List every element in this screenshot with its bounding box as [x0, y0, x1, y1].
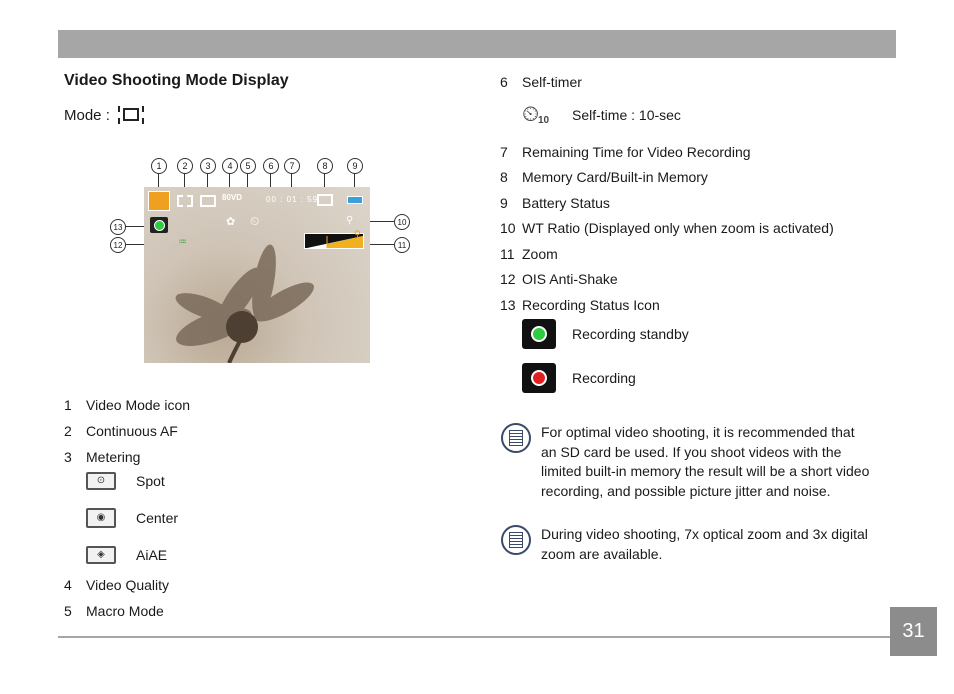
memo-icon — [501, 525, 531, 555]
video-mode-osd-icon — [148, 191, 170, 211]
callout-9: 9 — [347, 158, 363, 174]
list-item: 5 Macro Mode — [64, 603, 164, 619]
right-list — [500, 139, 834, 318]
list-item: 8 Memory Card/Built-in Memory — [500, 169, 708, 186]
list-item: 2 Continuous AF — [64, 423, 178, 439]
list-item: 9 Battery Status — [500, 194, 610, 211]
recording-status-osd-icon — [150, 217, 168, 233]
metering-spot-row: ⊙ Spot — [86, 472, 165, 490]
continuous-af-icon — [177, 195, 193, 207]
remaining-time-readout: 00 : 01 : 59 — [266, 195, 319, 204]
callout-3: 3 — [200, 158, 216, 174]
callout-10: 10 — [394, 214, 410, 230]
metering-center-row: ◉ Center — [86, 508, 178, 528]
left-list-2 — [64, 572, 169, 624]
callout-8: 8 — [317, 158, 333, 174]
list-item: 3 Metering — [64, 449, 141, 465]
list-item: 1 Video Mode icon — [64, 397, 191, 413]
left-list-1 — [64, 392, 190, 470]
callout-12: 12 — [110, 237, 126, 253]
recording-active-icon — [522, 363, 556, 393]
callout-4: 4 — [222, 158, 238, 174]
lcd-preview — [144, 187, 370, 363]
list-item: 6 Self-timer — [500, 74, 582, 90]
self-timer-10-icon: ⏲ 10 — [522, 101, 550, 126]
video-mode-icon — [118, 106, 146, 124]
callout-5: 5 — [240, 158, 256, 174]
aiae-metering-icon: ◈ — [86, 546, 116, 564]
right-item-6 — [500, 72, 582, 92]
recording-standby-icon — [522, 319, 556, 349]
callout-1: 1 — [151, 158, 167, 174]
footer-rule — [58, 636, 890, 638]
note-zoom — [501, 525, 868, 564]
callout-7: 7 — [284, 158, 300, 174]
callout-6: 6 — [263, 158, 279, 174]
list-item: 7 Remaining Time for Video Recording — [500, 143, 751, 160]
wt-ratio-icon: ⚲ — [346, 215, 354, 226]
battery-icon — [347, 196, 363, 204]
video-quality-icon: 80VD — [222, 193, 243, 202]
self-timer-row — [522, 101, 681, 129]
memo-icon — [501, 423, 531, 453]
self-timer-label: Self-time : 10-sec — [572, 107, 681, 123]
list-item: 12 OIS Anti-Shake — [500, 271, 618, 288]
metering-osd-icon — [200, 195, 216, 207]
note-text: During video shooting, 7x optical zoom and 3x digital zoom are available. — [541, 526, 868, 562]
spot-metering-icon: ⊙ — [86, 472, 116, 490]
note-optimal-shooting — [501, 423, 869, 501]
metering-aiae-row: ◈ AiAE — [86, 546, 167, 564]
ois-icon: ♒ — [178, 237, 187, 248]
camera-screen-diagram — [108, 155, 418, 367]
callout-11: 11 — [394, 237, 410, 253]
mode-label: Mode : — [64, 106, 110, 124]
callout-2: 2 — [177, 158, 193, 174]
list-item: 11 Zoom — [500, 245, 558, 262]
macro-icon: ✿ — [226, 216, 236, 228]
page-number: 31 — [890, 607, 937, 656]
header-bar — [58, 30, 896, 58]
list-item: 10 WT Ratio (Displayed only when zoom is activated) — [500, 220, 834, 237]
list-item: 13 Recording Status Icon — [500, 296, 660, 313]
recording-standby-row: Recording standby — [522, 319, 689, 349]
note-text: For optimal video shooting, it is recommended that an SD card be used. If you shoot videos with the limited built-in memory the result will be a short video recording, and possible picture jitter and noise. — [541, 424, 870, 499]
self-timer-osd-icon: ⏲ — [250, 214, 260, 228]
memory-card-icon — [317, 194, 333, 206]
section-heading: Video Shooting Mode Display — [64, 72, 289, 89]
zoom-icon: ⚲ — [354, 229, 361, 239]
list-item: 4 Video Quality — [64, 577, 170, 593]
recording-row: Recording — [522, 363, 636, 393]
callout-13: 13 — [110, 219, 126, 235]
center-metering-icon: ◉ — [86, 508, 116, 528]
mode-line — [64, 106, 146, 124]
